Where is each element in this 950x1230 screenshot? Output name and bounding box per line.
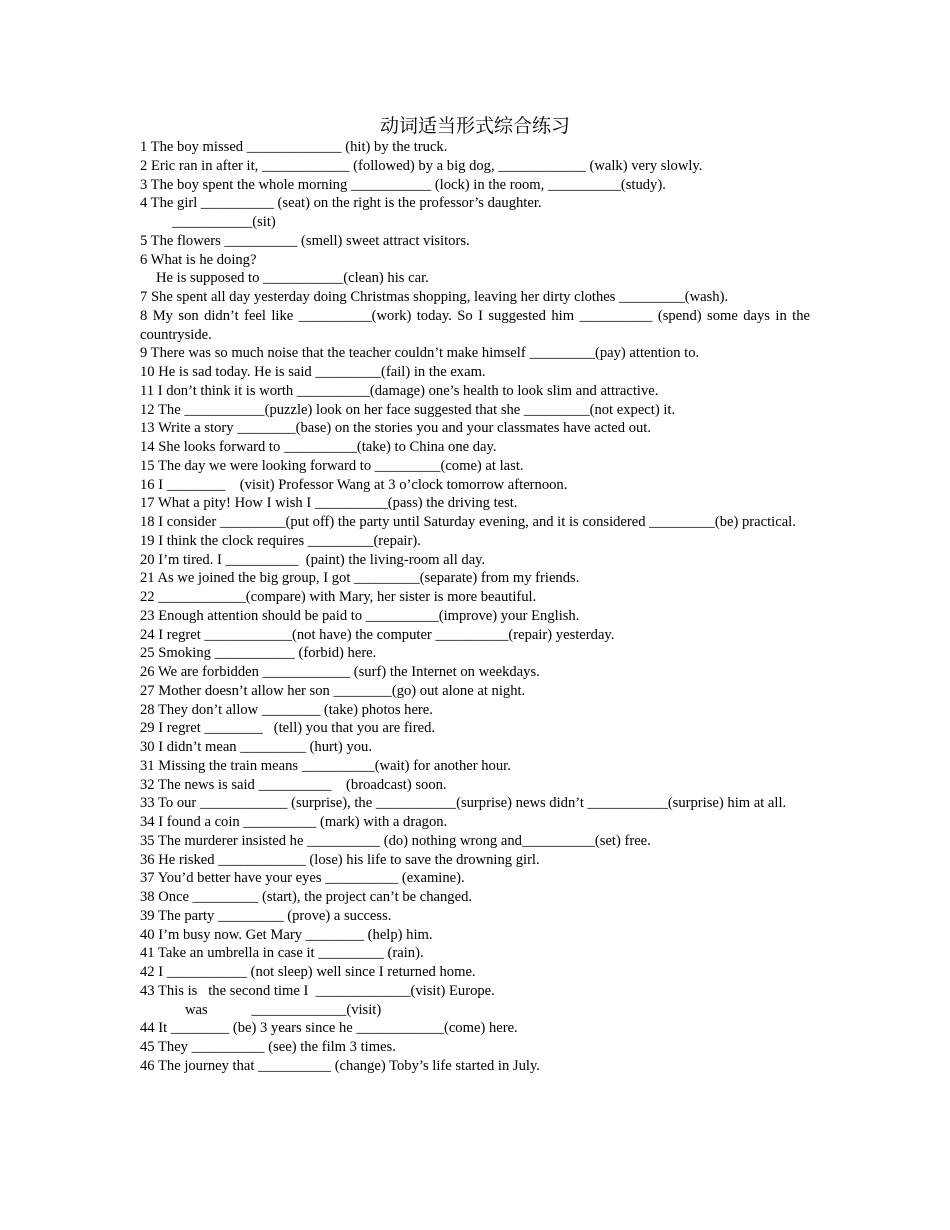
exercise-line: 5 The flowers __________ (smell) sweet attract visitors. — [140, 232, 470, 249]
exercise-line: ___________(sit) — [172, 214, 276, 230]
exercise-line: 17 What a pity! How I wish I __________(pass) the driving test. — [140, 495, 518, 512]
exercise-line: 6 What is he doing? — [140, 251, 257, 268]
worksheet-page — [140, 114, 810, 1076]
exercise-line: 16 I ________ (visit) Professor Wang at 3 o’clock tomorrow afternoon. — [140, 476, 568, 493]
exercise-line: 41 Take an umbrella in case it _________ (rain). — [140, 945, 424, 962]
exercise-line: 1 The boy missed _____________ (hit) by the truck. — [140, 139, 448, 155]
exercise-line: 8 My son didn’t feel like __________(work) today. So I suggested him __________ (spend) some days in the countryside. — [140, 307, 810, 343]
exercise-line: 15 The day we were looking forward to _________(come) at last. — [140, 457, 524, 474]
exercise-line: was _____________(visit) — [185, 1001, 382, 1018]
exercise-line: 26 We are forbidden ____________ (surf) the Internet on weekdays. — [140, 664, 540, 680]
exercise-line: 31 Missing the train means __________(wait) for another hour. — [140, 757, 511, 774]
exercise-line: 27 Mother doesn’t allow her son ________(go) out alone at night. — [140, 682, 526, 699]
exercise-line: 2 Eric ran in after it, ____________ (followed) by a big dog, ____________ (walk) very slowly. — [140, 157, 703, 174]
exercise-line: 3 The boy spent the whole morning ___________ (lock) in the room, __________(study). — [140, 176, 666, 193]
exercise-line: 39 The party _________ (prove) a success. — [140, 907, 392, 924]
exercise-line: 44 It ________ (be) 3 years since he ____________(come) here. — [140, 1020, 518, 1037]
exercise-line: 25 Smoking ___________ (forbid) here. — [140, 645, 377, 662]
exercise-line: 11 I don’t think it is worth __________(damage) one’s health to look slim and attractive. — [140, 382, 659, 399]
exercise-line: 10 He is sad today. He is said _________(fail) in the exam. — [140, 364, 486, 380]
exercise-line: 4 The girl __________ (seat) on the right is the professor’s daughter. — [140, 195, 542, 212]
exercise-line: 13 Write a story ________(base) on the stories you and your classmates have acted out. — [140, 420, 652, 437]
exercise-line: 23 Enough attention should be paid to __________(improve) your English. — [140, 607, 580, 624]
exercise-line: 42 I ___________ (not sleep) well since I returned home. — [140, 964, 476, 980]
exercise-line: 12 The ___________(puzzle) look on her face suggested that she _________(not expect) it. — [140, 401, 676, 418]
exercise-line: 19 I think the clock requires _________(repair). — [140, 532, 421, 549]
exercise-line: 34 I found a coin __________ (mark) with a dragon. — [140, 814, 448, 830]
exercise-line: 18 I consider _________(put off) the party until Saturday evening, and it is considered _________(be) practical. — [140, 514, 796, 530]
exercise-line: 20 I’m tired. I __________ (paint) the living-room all day. — [140, 551, 486, 568]
exercise-line: 33 To our ____________ (surprise), the ___________(surprise) news didn’t ___________(surprise) him at all. — [140, 795, 787, 812]
exercise-line: 7 She spent all day yesterday doing Christmas shopping, leaving her dirty clothes _________(wash). — [140, 289, 729, 305]
exercise-line: 22 ____________(compare) with Mary, her sister is more beautiful. — [140, 589, 537, 605]
exercise-line: 21 As we joined the big group, I got _________(separate) from my friends. — [140, 570, 580, 587]
exercise-line: 40 I’m busy now. Get Mary ________ (help) him. — [140, 926, 433, 943]
exercise-line: 43 This is the second time I _____________(visit) Europe. — [140, 982, 495, 999]
exercise-line: 36 He risked ____________ (lose) his life to save the drowning girl. — [140, 851, 540, 868]
exercise-line: He is supposed to ___________(clean) his car. — [156, 270, 429, 287]
worksheet-title: 动词适当形式综合练习 — [379, 115, 570, 137]
exercise-line: 9 There was so much noise that the teacher couldn’t make himself _________(pay) attention to. — [140, 345, 700, 362]
exercise-line: 38 Once _________ (start), the project can’t be changed. — [140, 889, 473, 905]
exercise-line: 46 The journey that __________ (change) Toby’s life started in July. — [140, 1057, 540, 1074]
exercise-line: 30 I didn’t mean _________ (hurt) you. — [140, 739, 372, 755]
exercise-line: 14 She looks forward to __________(take) to China one day. — [140, 439, 497, 455]
exercise-line: 35 The murderer insisted he __________ (do) nothing wrong and__________(set) free. — [140, 832, 651, 849]
exercise-line: 28 They don’t allow ________ (take) photos here. — [140, 701, 433, 718]
exercise-line: 29 I regret ________ (tell) you that you are fired. — [140, 720, 436, 737]
exercise-line: 32 The news is said __________ (broadcast) soon. — [140, 776, 447, 793]
exercise-line: 24 I regret ____________(not have) the computer __________(repair) yesterday. — [140, 626, 615, 643]
exercise-line: 37 You’d better have your eyes __________ (examine). — [140, 870, 465, 887]
exercise-line: 45 They __________ (see) the film 3 times. — [140, 1039, 396, 1055]
exercise-list — [140, 138, 810, 1076]
